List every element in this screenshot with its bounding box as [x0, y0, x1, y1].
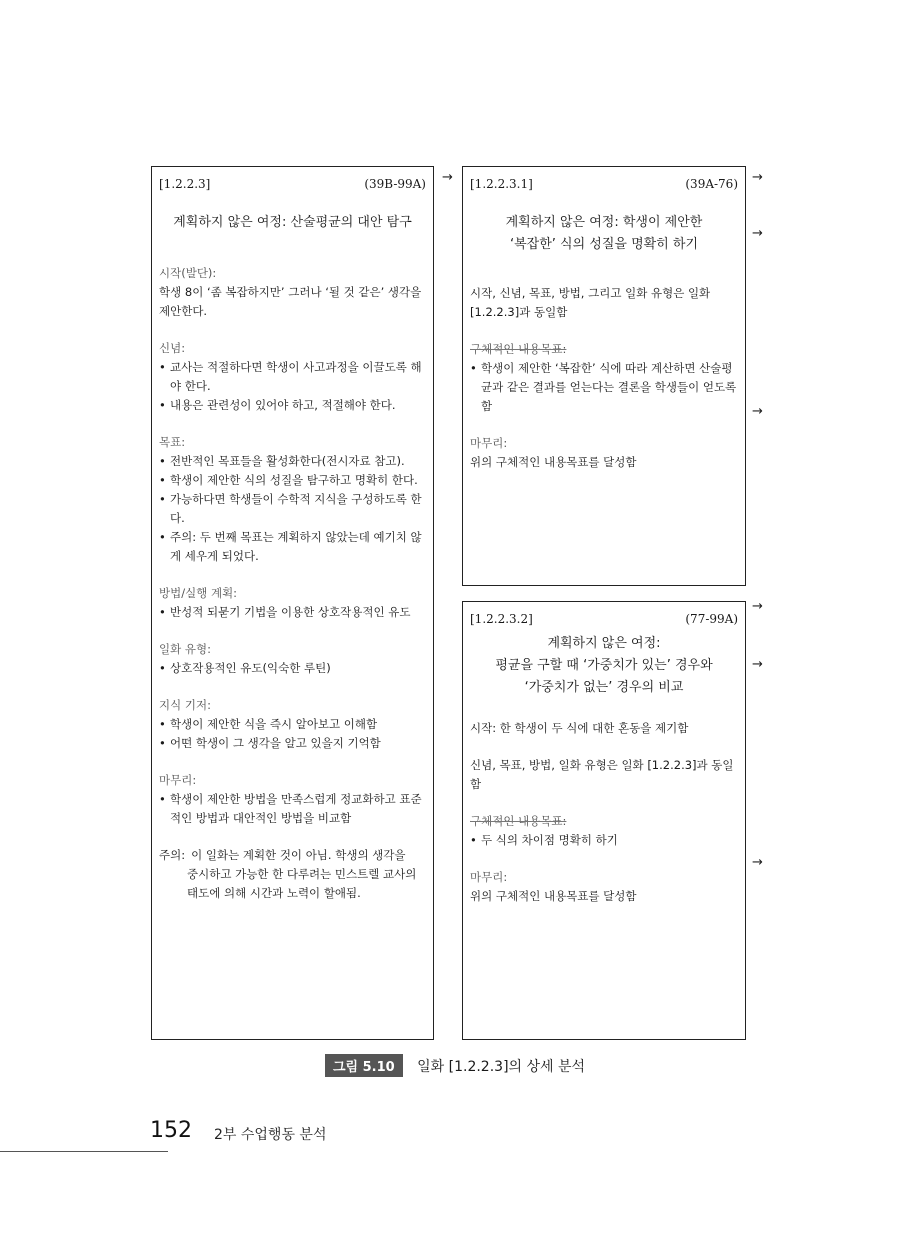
goal-section	[470, 812, 738, 850]
goal-label: 목표:	[159, 435, 186, 449]
goal-label: 구체적인 내용목표:	[470, 342, 567, 356]
finish-section	[470, 434, 738, 472]
start-section	[159, 264, 426, 321]
arrow-right-icon: →	[752, 404, 763, 419]
goal-item: • 학생이 제안한 ‘복잡한’ 식에 따라 계산하면 산술평균과 같은 결과를 얻는다는 결론을 학생들이 얻도록 함	[470, 359, 738, 416]
goal-label: 구체적인 내용목표:	[470, 814, 567, 828]
title-line: 계획하지 않은 여정: 학생이 제안한	[505, 215, 703, 230]
goal-item: • 가능하다면 학생들이 수학적 지식을 구성하도록 한다.	[159, 490, 426, 528]
box-header	[159, 175, 426, 194]
goal-section	[470, 340, 738, 416]
finish-text: 위의 구체적인 내용목표를 달성함	[470, 455, 637, 469]
note-line1: 이 일화는 계획한 것이 아님. 학생의 생각을	[191, 848, 406, 862]
goal-item: • 학생이 제안한 식의 성질을 탐구하고 명확히 한다.	[159, 471, 426, 490]
note-section	[159, 846, 426, 903]
knowledge-item: • 어떤 학생이 그 생각을 알고 있을지 기억함	[159, 734, 426, 753]
method-section	[159, 584, 426, 622]
knowledge-label: 지식 기저:	[159, 698, 211, 712]
belief-section	[159, 339, 426, 415]
goal-item: • 두 식의 차이점 명확히 하기	[470, 831, 738, 850]
knowledge-section	[159, 696, 426, 753]
title-line: ‘복잡한’ 식의 성질을 명확히 하기	[509, 237, 699, 252]
episode-box-1-2-2-3-2	[462, 601, 746, 1040]
note-rest: 중시하고 가능한 한 다루려는 민스트렐 교사의 태도에 의해 시간과 노력이 할애됨.	[187, 867, 417, 900]
part-title: 2부 수업행동 분석	[214, 1127, 327, 1143]
start-label: 시작(발단):	[159, 266, 217, 280]
note-label: 주의:	[159, 848, 186, 862]
arrow-right-icon: →	[442, 170, 453, 185]
episode-ref: (39B-99A)	[364, 177, 426, 191]
figure-caption	[0, 1054, 910, 1077]
intro-section: 시작, 신념, 목표, 방법, 그리고 일화 유형은 일화 [1.2.2.3]과 동일함	[470, 286, 711, 319]
arrow-right-icon: →	[752, 170, 763, 185]
episode-title: 계획하지 않은 여정: 산술평균의 대안 탐구	[173, 215, 412, 230]
episode-ref: (39A-76)	[685, 177, 738, 191]
finish-label: 마무리:	[159, 773, 197, 787]
intro-section: 신념, 목표, 방법, 일화 유형은 일화 [1.2.2.3]과 동일함	[470, 758, 734, 791]
box-header	[470, 175, 738, 194]
episode-ref: (77-99A)	[685, 612, 738, 626]
episode-title	[470, 633, 738, 699]
box-header	[470, 610, 738, 629]
arrow-right-icon: →	[752, 657, 763, 672]
type-section	[159, 640, 426, 678]
start-text: 학생 8이 ‘좀 복잡하지만’ 그러나 ‘될 것 같은’ 생각을 제안한다.	[159, 285, 422, 318]
start-section: 시작: 한 학생이 두 식에 대한 혼동을 제기함	[470, 721, 689, 735]
finish-section	[470, 868, 738, 906]
finish-item: • 학생이 제안한 방법을 만족스럽게 정교화하고 표준적인 방법과 대안적인 방법을 비교함	[159, 790, 426, 828]
finish-section	[159, 771, 426, 828]
belief-item: • 교사는 적절하다면 학생이 사고과정을 이끌도록 해야 한다.	[159, 358, 426, 396]
goal-section	[159, 433, 426, 566]
goal-item: • 주의: 두 번째 목표는 계획하지 않았는데 예기치 않게 세우게 되었다.	[159, 528, 426, 566]
figure-caption-text: 일화 [1.2.2.3]의 상세 분석	[417, 1059, 586, 1075]
knowledge-item: • 학생이 제안한 식을 즉시 알아보고 이해함	[159, 715, 426, 734]
episode-id: [1.2.2.3.1]	[470, 177, 533, 191]
method-item: • 반성적 되묻기 기법을 이용한 상호작용적인 유도	[159, 603, 426, 622]
episode-box-1-2-2-3-1	[462, 166, 746, 586]
arrow-right-icon: →	[752, 599, 763, 614]
finish-label: 마무리:	[470, 870, 508, 884]
episode-id: [1.2.2.3]	[159, 177, 211, 191]
page-number: 152	[150, 1118, 192, 1143]
arrow-right-icon: →	[752, 226, 763, 241]
goal-item: • 전반적인 목표들을 활성화한다(전시자료 참고).	[159, 452, 426, 471]
episode-id: [1.2.2.3.2]	[470, 612, 533, 626]
finish-label: 마무리:	[470, 436, 508, 450]
arrow-right-icon: →	[752, 855, 763, 870]
episode-box-1-2-2-3	[151, 166, 434, 1040]
type-label: 일화 유형:	[159, 642, 211, 656]
method-label: 방법/실행 계획:	[159, 586, 238, 600]
title-line: 평균을 구할 때 ‘가중치가 있는’ 경우와	[495, 658, 713, 673]
title-line: ‘가중치가 없는’ 경우의 비교	[524, 680, 684, 695]
belief-item: • 내용은 관련성이 있어야 하고, 적절해야 한다.	[159, 396, 426, 415]
footer-rule	[0, 1151, 168, 1152]
belief-label: 신념:	[159, 341, 186, 355]
figure-label: 그림 5.10	[325, 1054, 403, 1077]
title-line: 계획하지 않은 여정:	[547, 636, 661, 651]
finish-text: 위의 구체적인 내용목표를 달성함	[470, 889, 637, 903]
episode-title	[470, 212, 738, 256]
type-item: • 상호작용적인 유도(익숙한 루틴)	[159, 659, 426, 678]
